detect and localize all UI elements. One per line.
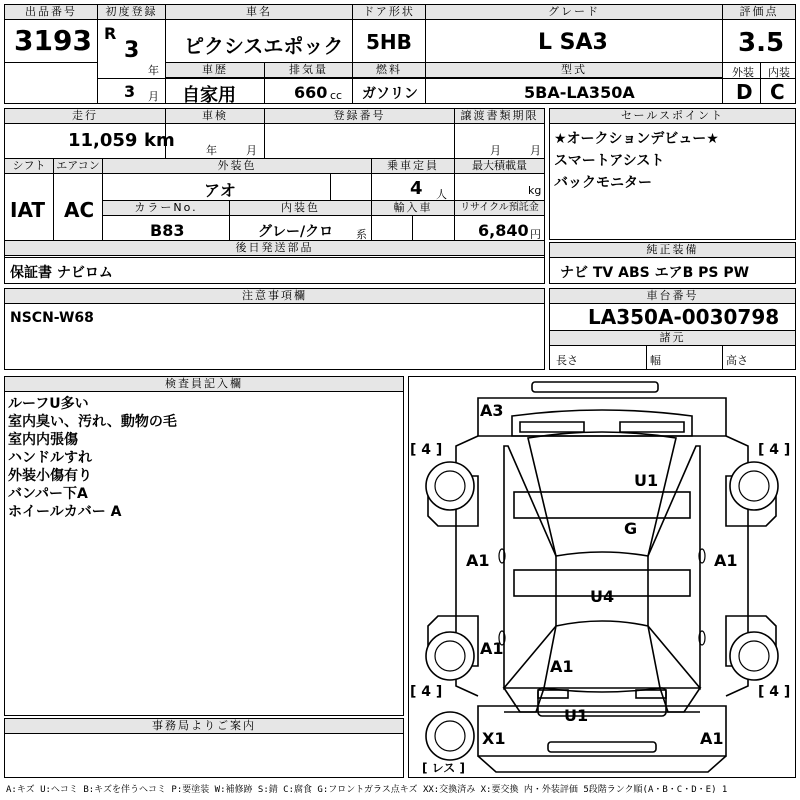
car-diagram <box>408 376 796 778</box>
capacity-value: 4 <box>410 178 423 199</box>
tire-rear-left: [ 4 ] <box>410 684 443 700</box>
int-color-header: 内装色 <box>230 201 371 216</box>
r-mark: R <box>104 24 117 43</box>
model-value: 5BA-LA350A <box>524 83 635 102</box>
km-unit: km <box>144 130 175 151</box>
specs-header: 諸元 <box>550 331 795 346</box>
month-unit: 月 <box>148 90 159 103</box>
length-label: 長さ <box>556 354 578 367</box>
genuine-header: 純正装備 <box>550 243 795 258</box>
kg-unit: kg <box>528 184 542 197</box>
caution-value: NSCN-W68 <box>10 310 94 326</box>
tire-spare: [ レス ] <box>422 761 465 775</box>
door-header: ドア形状 <box>353 5 425 20</box>
selling-point-2: スマートアシスト <box>554 153 665 169</box>
car-name-header: 車名 <box>166 5 352 20</box>
interior-label: 内装 <box>768 66 790 79</box>
damage-mark-a1-left: A1 <box>466 551 490 570</box>
damage-mark-u4: U4 <box>590 587 615 606</box>
first-reg-year: 3 <box>124 38 140 63</box>
shift-value: IAT <box>10 198 46 222</box>
damage-mark-a1-center: A1 <box>550 657 574 676</box>
shift-header: シフト <box>5 159 53 174</box>
person-unit: 人 <box>436 188 447 201</box>
door-type: 5HB <box>366 30 412 54</box>
score-value: 3.5 <box>738 28 785 58</box>
inspector-note-5: 外装小傷有り <box>8 468 92 484</box>
inspection-month-unit: 月 <box>246 144 257 157</box>
score-header: 評価点 <box>723 5 795 20</box>
history-value: 自家用 <box>182 85 236 106</box>
inspector-note-4: ハンドルすれ <box>8 450 92 466</box>
year-unit: 年 <box>148 64 159 77</box>
genuine-value: ナビ TV ABS エアB PS PW <box>560 265 750 281</box>
cc-unit: cc <box>330 89 343 102</box>
inspector-header: 検査員記入欄 <box>5 377 403 392</box>
color-no-value: B83 <box>150 221 185 240</box>
max-load-header: 最大積載量 <box>455 159 544 174</box>
damage-mark-x1: X1 <box>482 729 506 748</box>
tire-rear-right: [ 4 ] <box>758 684 791 700</box>
later-parts-header: 後日発送部品 <box>5 241 544 256</box>
selling-point-1: ★オークションデビュー★ <box>554 131 719 147</box>
capacity-header: 乗車定員 <box>372 159 454 174</box>
inspection-year-unit: 年 <box>206 144 217 157</box>
transfer-header: 譲渡書類期限 <box>455 109 544 124</box>
inspector-note-3: 室内内張傷 <box>8 432 78 448</box>
damage-mark-a1-right: A1 <box>714 551 738 570</box>
lot-no-header: 出品番号 <box>5 5 97 20</box>
color-no-header: カラーNo. <box>103 201 229 216</box>
later-parts-value: 保証書 ナビロム <box>10 265 113 281</box>
first-reg-month: 3 <box>124 82 136 101</box>
displacement-value: 660 <box>294 83 328 102</box>
recycle-value: 6,840 <box>478 221 529 240</box>
yen-unit: 円 <box>530 228 541 241</box>
car-name: ピクシスエポック <box>184 34 344 58</box>
legend: A:キズ U:ヘコミ B:キズを伴うヘコミ P:要塗装 W:補修跡 S:錆 C:腐食 G:フロントガラス点キズ XX:交換済み X:要交換 内・外装評価 5段階ランク順(A・B・C・D・E) 1 <box>6 785 728 795</box>
caution-header: 注意事項欄 <box>5 289 544 304</box>
office-header: 事務局よりご案内 <box>5 719 403 734</box>
grade-header: グレード <box>426 5 722 20</box>
history-header: 車歴 <box>166 63 264 78</box>
displacement-header: 排気量 <box>265 63 352 78</box>
grade-value: L SA3 <box>538 30 608 55</box>
width-label: 幅 <box>650 354 661 367</box>
damage-mark-a1-lower-left: A1 <box>480 639 504 658</box>
model-header: 型式 <box>426 63 722 78</box>
height-label: 高さ <box>726 354 748 367</box>
inspection-header: 車検 <box>166 109 264 124</box>
damage-mark-u1-bottom: U1 <box>564 706 589 725</box>
first-reg-header: 初度登録 <box>98 5 165 20</box>
int-color-value: グレー/クロ <box>258 224 334 240</box>
exterior-label: 外装 <box>732 66 754 79</box>
fuel-value: ガソリン <box>362 86 418 102</box>
lot-number: 3193 <box>14 24 92 57</box>
kei-unit: 系 <box>356 228 367 241</box>
plate-header: 登録番号 <box>265 109 454 124</box>
aircon-header: エアコン <box>54 159 102 174</box>
selling-point-3: バックモニター <box>554 175 652 191</box>
damage-mark-g: G <box>624 519 638 538</box>
inspector-note-6: バンパー下A <box>8 486 88 502</box>
inspector-note-7: ホイールカバー A <box>8 504 122 520</box>
damage-mark-u1-top: U1 <box>634 471 659 490</box>
mileage-header: 走行 <box>5 109 165 124</box>
tire-front-left: [ 4 ] <box>410 442 443 458</box>
mileage-value: 11,059 <box>68 130 138 151</box>
transfer-month-unit: 月 <box>490 144 501 157</box>
ext-color-header: 外装色 <box>103 159 371 174</box>
recycle-header: リサイクル預託金 <box>455 201 544 216</box>
interior-grade: C <box>770 80 785 104</box>
transfer-day-unit: 月 <box>530 144 541 157</box>
import-header: 輸入車 <box>372 201 454 216</box>
damage-mark-a3: A3 <box>480 401 504 420</box>
inspector-note-2: 室内臭い、汚れ、動物の毛 <box>8 414 177 430</box>
chassis-value: LA350A-0030798 <box>588 305 780 329</box>
selling-point-header: セールスポイント <box>550 109 795 124</box>
fuel-header: 燃料 <box>353 63 425 78</box>
tire-front-right: [ 4 ] <box>758 442 791 458</box>
exterior-grade: D <box>736 80 753 104</box>
damage-mark-a1-bottom-right: A1 <box>700 729 724 748</box>
chassis-header: 車台番号 <box>550 289 795 304</box>
ext-color-value: アオ <box>204 181 236 200</box>
inspector-note-1: ルーフU多い <box>8 396 89 412</box>
aircon-value: AC <box>64 198 95 222</box>
